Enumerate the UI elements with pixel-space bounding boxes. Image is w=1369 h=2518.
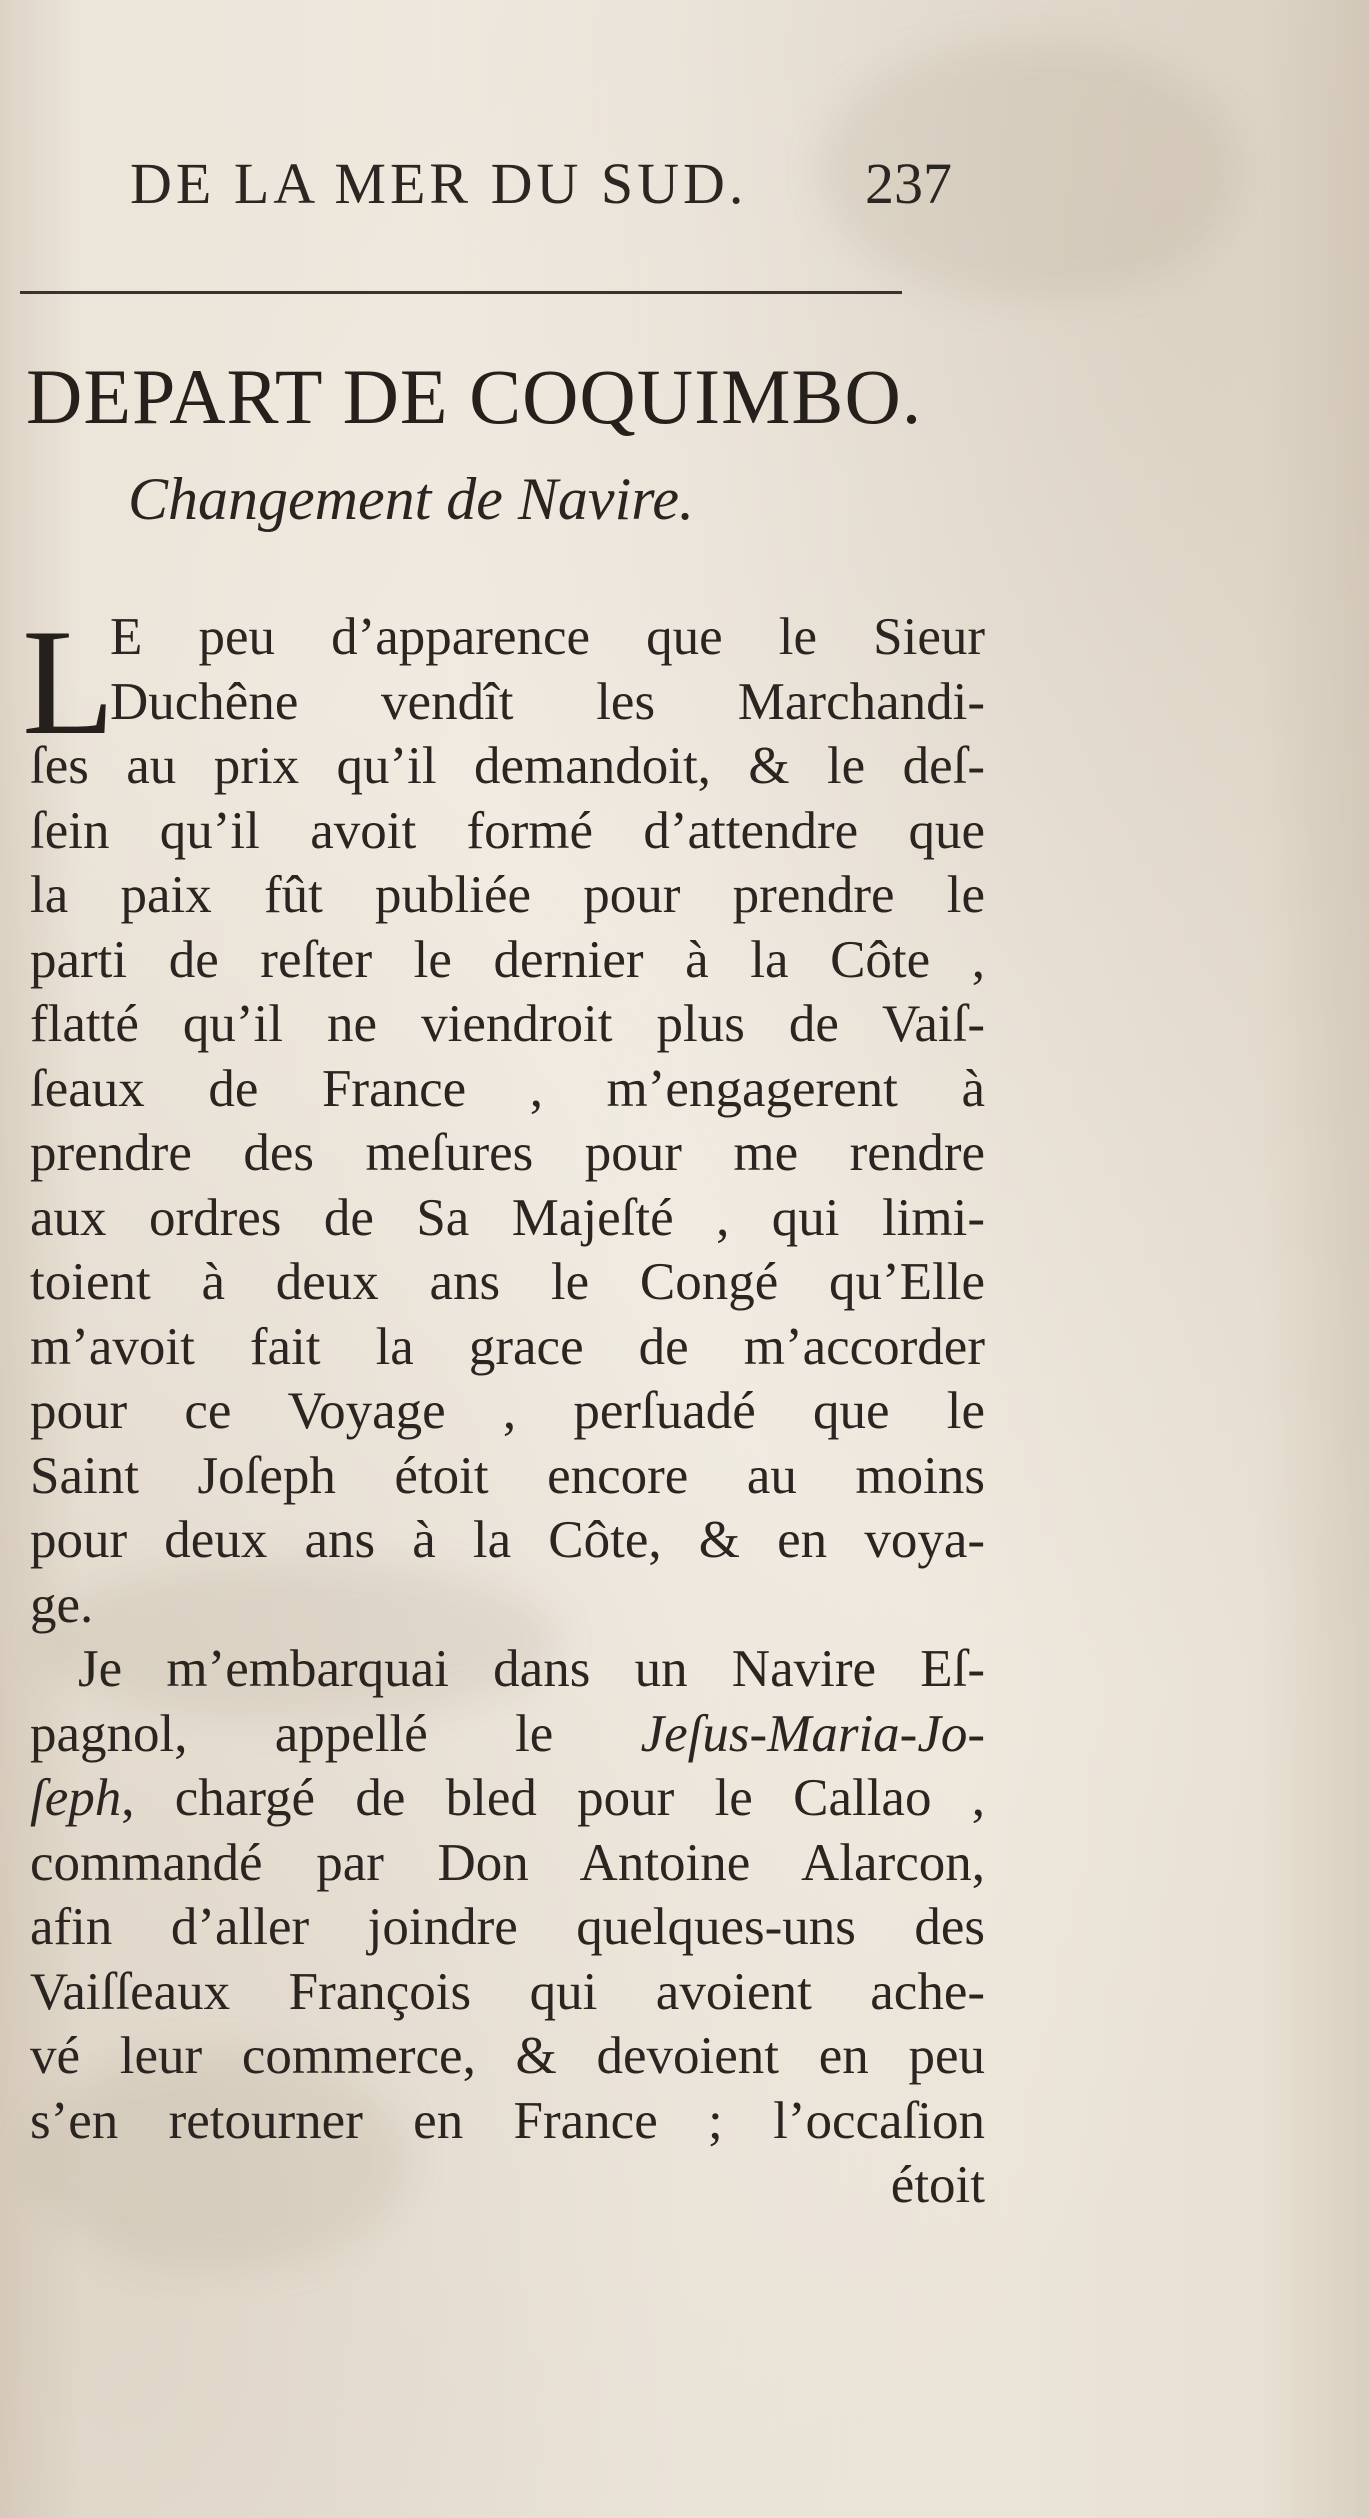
page-number: 237 bbox=[865, 151, 952, 216]
text-line: toient à deux ans le Congé qu’Elle bbox=[30, 1253, 985, 1311]
text-line: m’avoit fait la grace de m’accorder bbox=[30, 1317, 985, 1376]
text-line: prendre des meſures pour me rendre bbox=[30, 1124, 985, 1182]
text-line: parti de reſter le dernier à la Côte , bbox=[30, 930, 985, 989]
drop-cap: L bbox=[22, 598, 115, 766]
text-line: la paix fût publiée pour prendre le bbox=[30, 866, 985, 924]
text-line: commandé par Don Antoine Alarcon, bbox=[30, 1833, 985, 1892]
text-line: E peu d’apparence que le Sieur bbox=[110, 608, 985, 666]
text-line bbox=[30, 1766, 985, 1831]
text-line: afin d’aller joindre quelques-uns des bbox=[30, 1898, 985, 1956]
text-line: ſein qu’il avoit formé d’attendre que bbox=[30, 801, 985, 860]
text-line: s’en retourner en France ; l’occaſion bbox=[30, 2091, 985, 2150]
text-line: Vaiſſeaux François qui avoient ache- bbox=[30, 1962, 985, 2021]
header-rule bbox=[20, 291, 902, 294]
text-line: ſes au prix qu’il demandoit, & le deſ- bbox=[30, 737, 985, 795]
text-line: pour ce Voyage , perſuadé que le bbox=[30, 1382, 985, 1440]
text-line: Saint Joſeph étoit encore au moins bbox=[30, 1446, 985, 1505]
text-line: flatté qu’il ne viendroit plus de Vaiſ- bbox=[30, 995, 985, 1053]
running-head-title: DE LA MER DU SUD. bbox=[130, 151, 748, 216]
ship-name-italic: Jeſus-Maria-Jo- bbox=[640, 1704, 985, 1763]
text-line: Duchêne vendît les Marchandi- bbox=[110, 672, 985, 731]
text-line: Je m’embarquai dans un Navire Eſ- bbox=[78, 1640, 985, 1698]
text-line bbox=[30, 1702, 985, 1767]
running-head bbox=[130, 150, 990, 220]
chapter-subtitle: Changement de Navire. bbox=[128, 466, 694, 532]
text-span: , chargé de bled pour le Callao , bbox=[121, 1769, 985, 1827]
text-line: aux ordres de Sa Majeſté , qui limi- bbox=[30, 1188, 985, 1247]
text-line: vé leur commerce, & devoient en peu bbox=[30, 2027, 985, 2085]
body-text bbox=[30, 605, 985, 2218]
text-line: ge. bbox=[30, 1575, 94, 1634]
text-span: pagnol, appellé le bbox=[30, 1704, 641, 1763]
text-line: pour deux ans à la Côte, & en voya- bbox=[30, 1511, 985, 1569]
ship-name-italic: ſeph bbox=[30, 1769, 122, 1827]
catchword: étoit bbox=[890, 2156, 985, 2214]
chapter-title: DEPART DE COQUIMBO. bbox=[26, 353, 923, 440]
text-line: ſeaux de France , m’engagerent à bbox=[30, 1059, 985, 1118]
